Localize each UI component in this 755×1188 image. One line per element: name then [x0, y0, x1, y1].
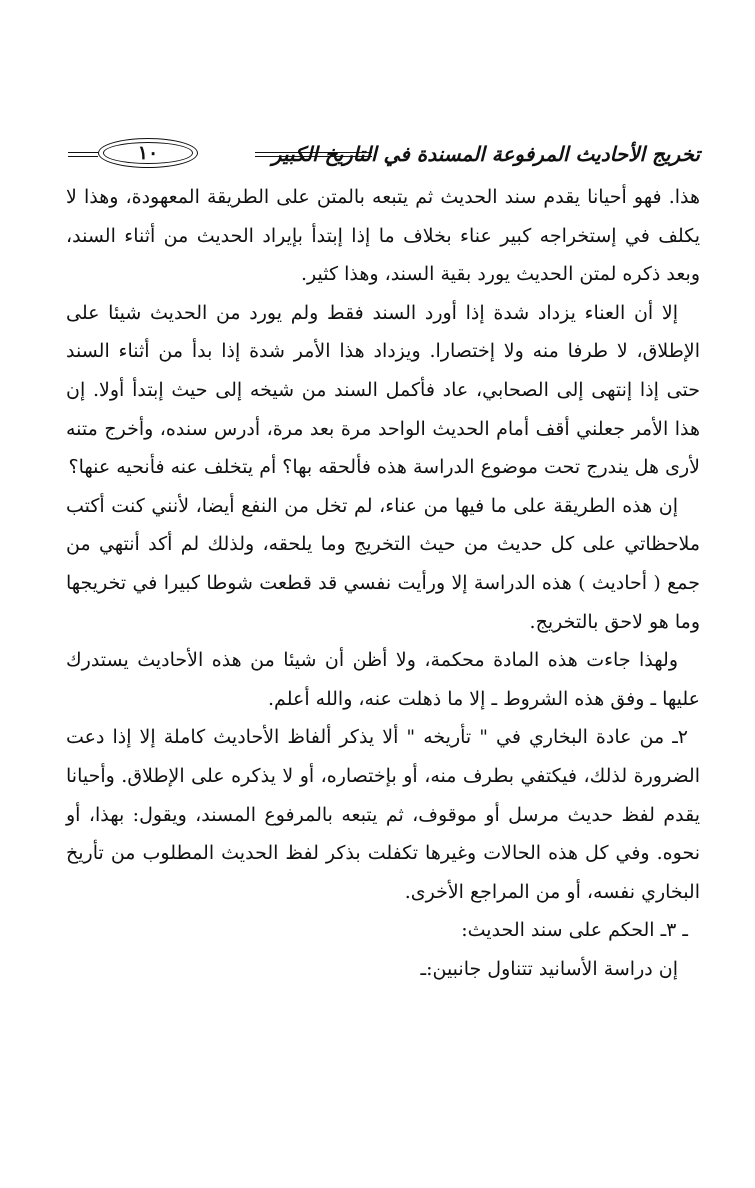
page-number-badge	[98, 138, 198, 168]
paragraph-3: إن هذه الطريقة على ما فيها من عناء، لم تخل من النفع أيضا، لأنني كنت أكتب ملاحظاتي على كل حديث من حيث التخريج وما يلحقه، ولذلك لم أكد أنتهي من جمع ( أحاديث ) هذه الدراسة إلا ورأيت نفسي قد قطعت شوطا كبيرا في تخريجها وما هو لاحق بالتخريج.	[66, 494, 700, 633]
paragraph-1: هذا. فهو أحيانا يقدم سند الحديث ثم يتبعه بالمتن على الطريقة المعهودة، وهذا لا يكلف في إستخراجه كبير عناء بخلاف ما إذا إبتدأ بإيراد الحديث من أثناء السند، وبعد ذكره لمتن الحديث يورد بقية السند، وهذا كثير.	[66, 186, 700, 286]
header-title: تخريج الأحاديث المرفوعة المسندة في التاريخ الكبير	[271, 142, 700, 166]
paragraph-5: ٢ـ من عادة البخاري في " تأريخه " ألا يذكر ألفاظ الأحاديث كاملة إلا إذا دعت الضرورة لذلك، فيكتفي بطرف منه، أو بإختصاره، أو لا يذكره على الإطلاق. وأحيانا يقدم لفظ حديث مرسل أو موقوف، ثم يتبعه بالمرفوع المسند، ويقول: بهذا، أو نحوه. وفي كل هذه الحالات وغيرها تكفلت بذكر لفظ الحديث المطلوب من تأريخ البخاري نفسه، أو من المراجع الأخرى.	[66, 726, 700, 903]
page-number: ١٠	[137, 142, 159, 164]
header-rule-left	[68, 152, 98, 157]
header-rule-right	[255, 152, 372, 157]
paragraph-2: إلا أن العناء يزداد شدة إذا أورد السند فقط ولم يورد من الحديث شيئا على الإطلاق، لا طرفا منه ولا إختصارا. ويزداد هذا الأمر شدة إذا بدأ من أثناء السند حتى إذا إنتهى إلى الصحابي، عاد فأكمل السند من شيخه إلى حيث إبتدأ أولا. إن هذا الأمر جعلني أقف أمام الحديث الواحد مرة بعد مرة، أدرس سنده، وأخرج متنه لأرى هل يندرج تحت موضوع الدراسة هذه فألحقه بها؟ أم يتخلف عنه فأنحيه عنها؟	[66, 301, 700, 479]
paragraph-6: إن دراسة الأسانيد تتناول جانبين:ـ	[420, 957, 678, 980]
section-heading: ـ ٣ـ الحكم على سند الحديث:	[461, 919, 688, 942]
running-header	[68, 138, 700, 172]
page-body	[66, 178, 700, 988]
paragraph-4: ولهذا جاءت هذه المادة محكمة، ولا أظن أن شيئا من هذه الأحاديث يستدرك عليها ـ وفق هذه الشروط ـ إلا ما ذهلت عنه، والله أعلم.	[66, 649, 700, 710]
